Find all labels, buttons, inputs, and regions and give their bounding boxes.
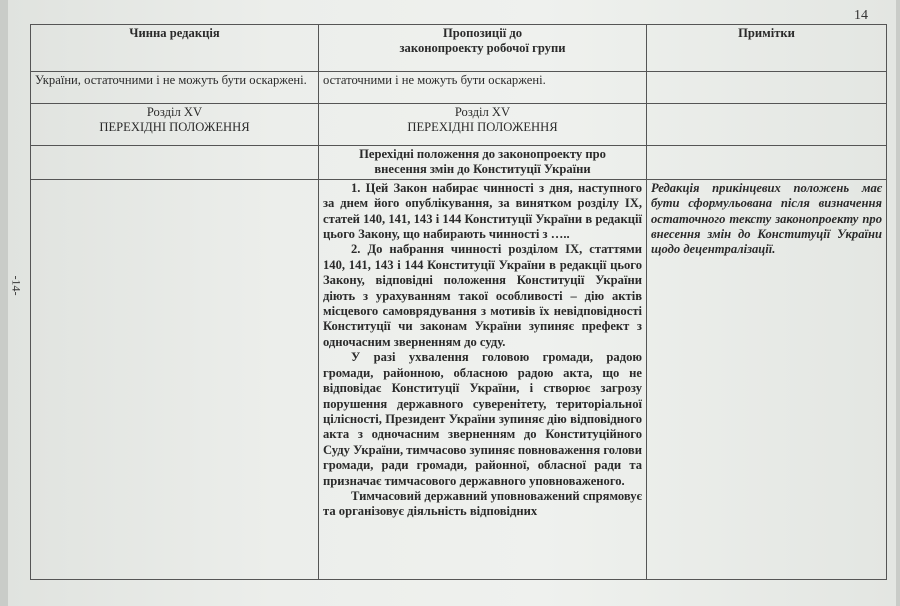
table-row [31,72,887,104]
row3-current [31,146,319,180]
row4-proposal [319,179,647,579]
paragraph-3: У разі ухвалення головою громади, радою громади, районною, обласною радою акта, що не відповідає Конституції України, і створює загрозу порушення державного суверенітету, територіальної цілісності, Президент України зупиняє дію відповідного акта з одночасним зверненням до Конституційного Суду України, тимчасово зупиняє повноваження голови громади, ради громади, районної, обласної ради та призначає тимчасового державного уповноваженого. [323,350,642,488]
side-page-number: -14- [9,275,24,296]
paragraph-4: Тимчасовий державний уповноважений спрямовує та організовує діяльність відповідних [323,488,642,519]
transitional-provisions-title-line1: Перехідні положення до законопроекту про [359,147,606,161]
paragraph-2: 2. До набрання чинності розділом IX, статтями 140, 141, 143 і 144 Конституції України в редакції цього Закону, відповідні положення Конституції України діють з урахуванням такої особливості – дію актів місцевого самоврядування з мотивів їх невідповідності Конституції чи законам України зупиняє префект з одночасним зверненням до суду. [323,242,642,349]
row3-proposal [319,146,647,180]
row3-notes [647,146,887,180]
section-title: Розділ XV [454,105,511,119]
header-current-edition: Чинна редакція [31,25,319,72]
row2-proposal [319,104,647,146]
section-heading: ПЕРЕХІДНІ ПОЛОЖЕННЯ [99,120,250,135]
table-row [31,146,887,180]
row4-note: Редакція прикінцевих положень має бути сформульована після визначення остаточного тексту законопроекту про внесення змін до Конституції України щодо децентралізації. [647,179,887,579]
section-title: Розділ XV [146,105,203,119]
header-proposals [319,25,647,72]
row2-notes [647,104,887,146]
table-row [31,179,887,579]
transitional-provisions-title-line2: внесення змін до Конституції України [374,162,591,177]
document-page [8,0,896,606]
paragraph-1: 1. Цей Закон набирає чинності з дня, наступного за днем його опублікування, за винятком розділу IX, статей 140, 141, 143 і 144 Конституції України в редакції цього Закону, що набирають чинності з ….. [323,180,642,242]
row1-current: України, остаточними і не можуть бути оскаржені. [31,72,319,104]
section-heading: ПЕРЕХІДНІ ПОЛОЖЕННЯ [407,120,558,135]
header-notes: Примітки [647,25,887,72]
table-row [31,104,887,146]
comparison-table [30,24,887,580]
row4-current [31,179,319,579]
header-proposals-line2: законопроекту робочої групи [399,41,566,56]
table-header-row [31,25,887,72]
header-proposals-line1: Пропозиції до [442,26,523,40]
row1-notes [647,72,887,104]
page-number: 14 [854,8,868,23]
row1-proposal: остаточними і не можуть бути оскаржені. [319,72,647,104]
row2-current [31,104,319,146]
